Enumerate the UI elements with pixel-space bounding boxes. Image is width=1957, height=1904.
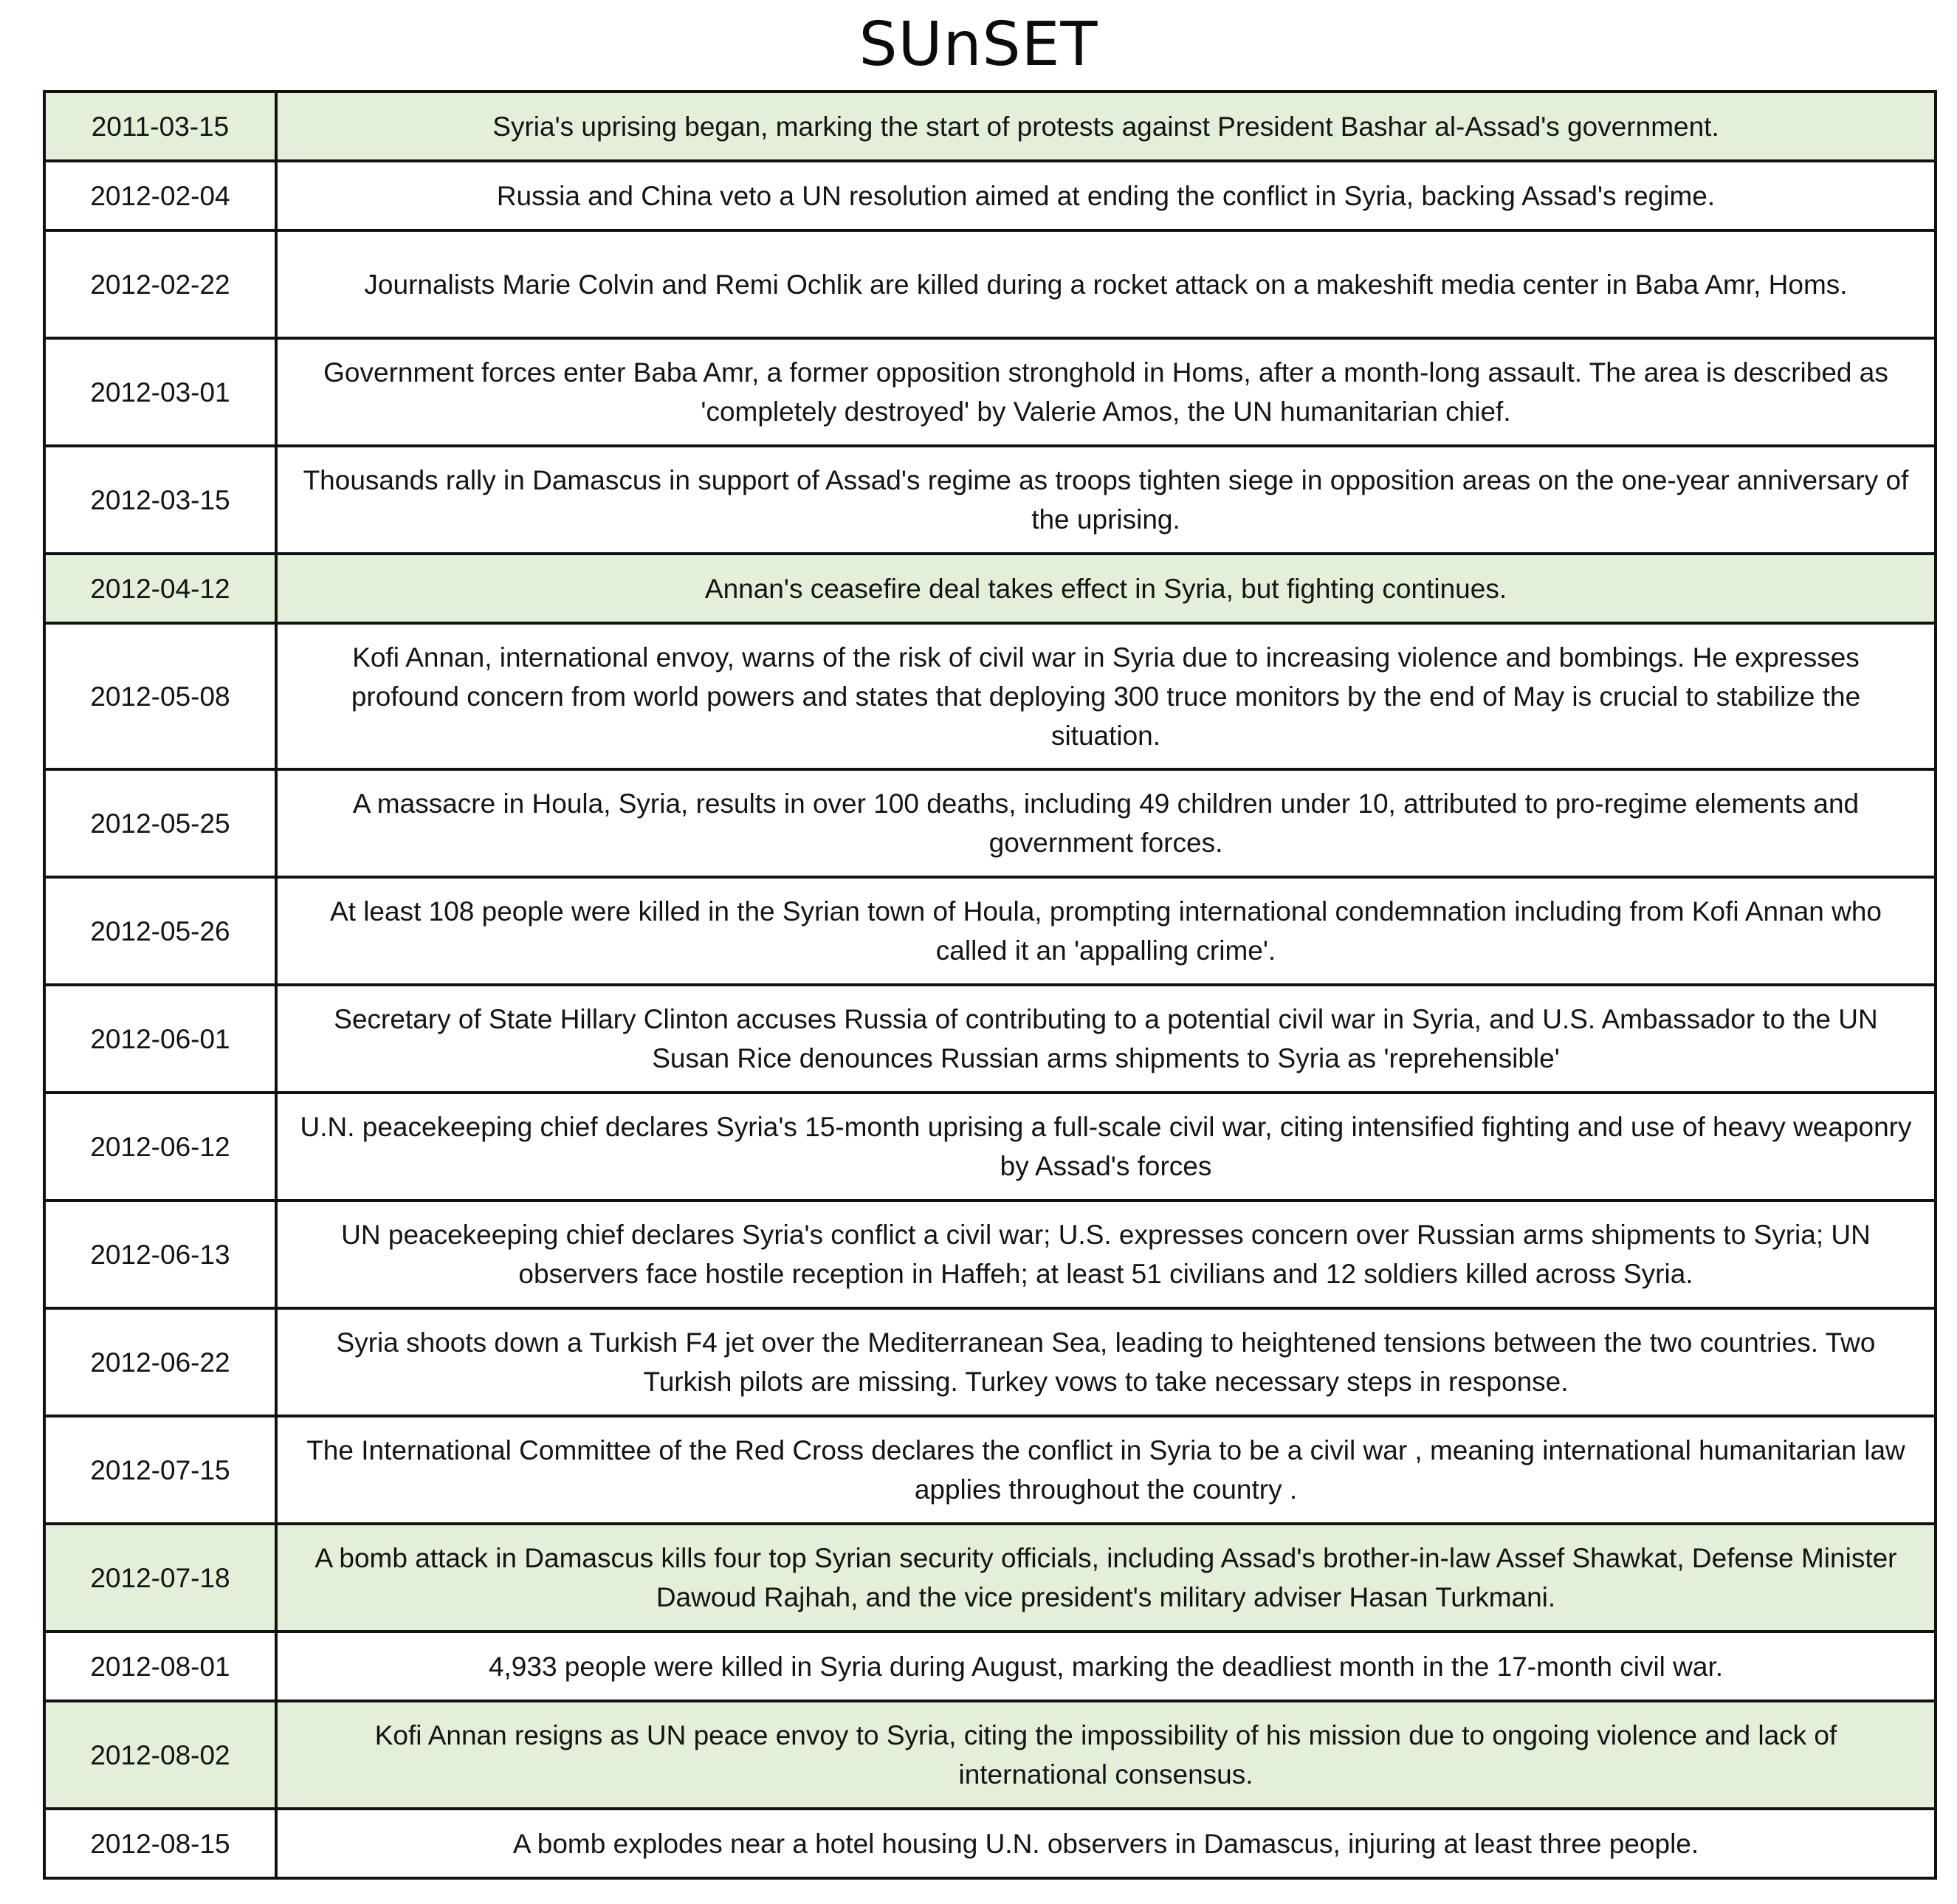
date-cell: 2011-03-15: [44, 92, 276, 161]
event-cell: Kofi Annan, international envoy, warns of the risk of civil war in Syria due to increasing violence and bombings. He expresses profound concern from world powers and states that deploying 300 truce monitors by the end of May is crucial to stabilize the situation.: [276, 623, 1936, 769]
table-row: [44, 1200, 1936, 1308]
table-row: [44, 1308, 1936, 1416]
event-cell: Government forces enter Baba Amr, a former opposition stronghold in Homs, after a month-long assault. The area is described as 'completely destroyed' by Valerie Amos, the UN humanitarian chief.: [276, 338, 1936, 446]
date-cell: 2012-06-22: [44, 1308, 276, 1416]
event-cell: 4,933 people were killed in Syria during August, marking the deadliest month in the 17-month civil war.: [276, 1632, 1936, 1701]
event-cell: Secretary of State Hillary Clinton accuses Russia of contributing to a potential civil war in Syria, and U.S. Ambassador to the UN Susan Rice denounces Russian arms shipments to Syria as 'reprehensible': [276, 985, 1936, 1093]
table-row: [44, 623, 1936, 769]
date-cell: 2012-08-15: [44, 1809, 276, 1878]
event-cell: A massacre in Houla, Syria, results in over 100 deaths, including 49 children under 10, attributed to pro-regime elements and government forces.: [276, 769, 1936, 877]
table-row: [44, 1701, 1936, 1809]
table-row: [44, 230, 1936, 338]
date-cell: 2012-02-22: [44, 230, 276, 338]
date-cell: 2012-03-01: [44, 338, 276, 446]
date-cell: 2012-07-15: [44, 1416, 276, 1524]
date-cell: 2012-07-18: [44, 1524, 276, 1632]
table-row: [44, 161, 1936, 230]
event-cell: Russia and China veto a UN resolution aimed at ending the conflict in Syria, backing Assad's regime.: [276, 161, 1936, 230]
table-row: [44, 1632, 1936, 1701]
date-cell: 2012-06-01: [44, 985, 276, 1093]
table-row: [44, 338, 1936, 446]
event-cell: At least 108 people were killed in the Syrian town of Houla, prompting international condemnation including from Kofi Annan who called it an 'appalling crime'.: [276, 877, 1936, 985]
table-row: [44, 1093, 1936, 1200]
date-cell: 2012-03-15: [44, 446, 276, 554]
table-row: [44, 985, 1936, 1093]
date-cell: 2012-06-12: [44, 1093, 276, 1200]
date-cell: 2012-02-04: [44, 161, 276, 230]
event-cell: Kofi Annan resigns as UN peace envoy to Syria, citing the impossibility of his mission due to ongoing violence and lack of international consensus.: [276, 1701, 1936, 1809]
event-cell: A bomb explodes near a hotel housing U.N. observers in Damascus, injuring at least three people.: [276, 1809, 1936, 1878]
date-cell: 2012-08-01: [44, 1632, 276, 1701]
timeline-table: [43, 90, 1937, 1880]
event-cell: The International Committee of the Red Cross declares the conflict in Syria to be a civil war , meaning international humanitarian law applies throughout the country .: [276, 1416, 1936, 1524]
event-cell: U.N. peacekeeping chief declares Syria's 15-month uprising a full-scale civil war, citing intensified fighting and use of heavy weaponry by Assad's forces: [276, 1093, 1936, 1200]
date-cell: 2012-08-02: [44, 1701, 276, 1809]
table-row: [44, 1809, 1936, 1878]
date-cell: 2012-06-13: [44, 1200, 276, 1308]
table-row: [44, 554, 1936, 623]
event-cell: Syria shoots down a Turkish F4 jet over the Mediterranean Sea, leading to heightened tensions between the two countries. Two Turkish pilots are missing. Turkey vows to take necessary steps in response.: [276, 1308, 1936, 1416]
table-row: [44, 1416, 1936, 1524]
table-row: [44, 446, 1936, 554]
event-cell: UN peacekeeping chief declares Syria's conflict a civil war; U.S. expresses concern over Russian arms shipments to Syria; UN observers face hostile reception in Haffeh; at least 51 civilians and 12 soldiers killed across Syria.: [276, 1200, 1936, 1308]
page-title: SUnSET: [859, 9, 1098, 80]
event-cell: Annan's ceasefire deal takes effect in Syria, but fighting continues.: [276, 554, 1936, 623]
table-row: [44, 92, 1936, 161]
event-cell: Syria's uprising began, marking the start of protests against President Bashar al-Assad's government.: [276, 92, 1936, 161]
date-cell: 2012-04-12: [44, 554, 276, 623]
event-cell: Thousands rally in Damascus in support of Assad's regime as troops tighten siege in opposition areas on the one-year anniversary of the uprising.: [276, 446, 1936, 554]
date-cell: 2012-05-26: [44, 877, 276, 985]
table-row: [44, 1524, 1936, 1632]
table-row: [44, 877, 1936, 985]
table-row: [44, 769, 1936, 877]
date-cell: 2012-05-08: [44, 623, 276, 769]
event-cell: Journalists Marie Colvin and Remi Ochlik are killed during a rocket attack on a makeshift media center in Baba Amr, Homs.: [276, 230, 1936, 338]
date-cell: 2012-05-25: [44, 769, 276, 877]
event-cell: A bomb attack in Damascus kills four top Syrian security officials, including Assad's brother-in-law Assef Shawkat, Defense Minister Dawoud Rajhah, and the vice president's military adviser Hasan Turkmani.: [276, 1524, 1936, 1632]
